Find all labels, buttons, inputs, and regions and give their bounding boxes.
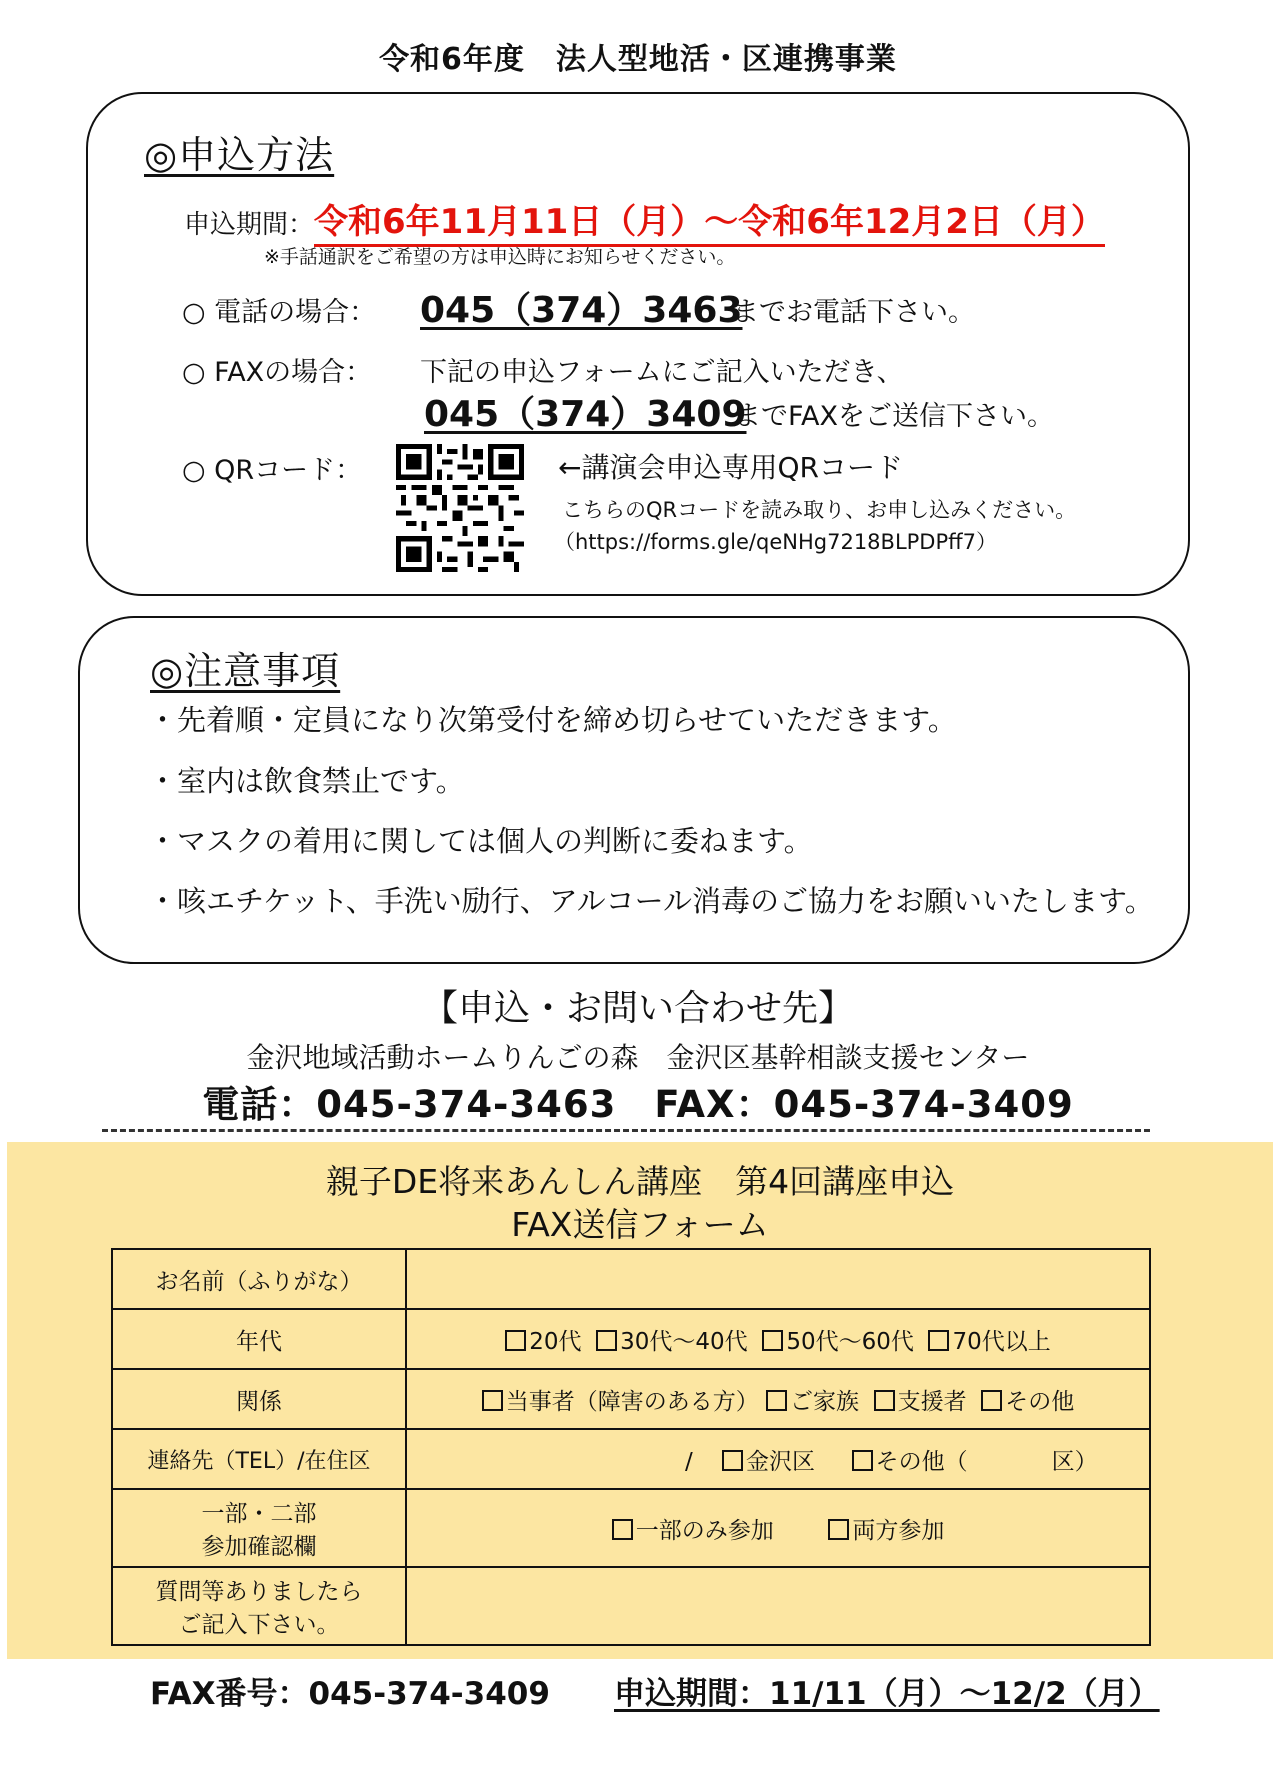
qr-url[interactable]: （https://forms.gle/qeNHg7218BLPDPff7）	[554, 530, 997, 554]
question-input-cell[interactable]	[406, 1567, 1150, 1645]
phone-suffix: までお電話下さい。	[732, 297, 975, 328]
note-item: ・先着順・定員になり次第受付を締め切らせていただきます。	[148, 703, 957, 737]
phone-method-row	[182, 290, 376, 329]
note-item: ・咳エチケット、手洗い励行、アルコール消毒のご協力をお願いいたします。	[148, 884, 1154, 918]
ward-option[interactable]: 金沢区	[722, 1449, 815, 1475]
age-option[interactable]: 70代以上	[928, 1329, 1050, 1355]
attend-option[interactable]: 一部のみ参加	[612, 1518, 774, 1544]
contact-organization: 金沢地域活動ホームりんごの森 金沢区基幹相談支援センター	[246, 1041, 1030, 1074]
ward-option[interactable]: その他（	[852, 1449, 968, 1475]
phone-method-label: ○ 電話の場合：	[182, 297, 377, 328]
qr-code[interactable]	[396, 444, 524, 572]
notes-heading: ◎注意事項	[150, 649, 341, 693]
table-row	[112, 1567, 1150, 1645]
checkbox[interactable]	[762, 1330, 783, 1351]
relation-option[interactable]: ご家族	[766, 1389, 859, 1415]
checkbox[interactable]	[874, 1390, 895, 1411]
fax-form-panel	[7, 1142, 1273, 1659]
form-title-line1: 親子DE将来あんしん講座 第4回講座申込	[325, 1162, 955, 1201]
table-row	[112, 1309, 1150, 1369]
cut-line-divider	[102, 1129, 1150, 1132]
relation-option[interactable]: 支援者	[874, 1389, 967, 1415]
contact-phone-fax: 電話：045-374-3463 FAX：045-374-3409	[202, 1083, 1074, 1126]
contact-label: 連絡先（TEL）/在住区	[112, 1429, 406, 1489]
checkbox[interactable]	[505, 1330, 526, 1351]
note-item: ・マスクの着用に関しては個人の判断に委ねます。	[148, 824, 813, 858]
fax-instruction: 下記の申込フォームにご記入いただき、	[420, 357, 904, 388]
relation-label: 関係	[112, 1369, 406, 1429]
fax-number[interactable]: 045（374）3409	[424, 394, 747, 435]
apply-method-box	[86, 92, 1190, 596]
fax-form-table	[111, 1248, 1151, 1646]
checkbox[interactable]	[482, 1390, 503, 1411]
contact-cell[interactable]	[406, 1429, 1150, 1489]
age-options	[406, 1309, 1150, 1369]
age-option[interactable]: 20代	[505, 1329, 581, 1355]
name-input-cell[interactable]	[406, 1249, 1150, 1309]
form-title-line2: FAX送信フォーム	[511, 1205, 769, 1244]
checkbox[interactable]	[612, 1519, 633, 1540]
relation-option[interactable]: 当事者（障害のある方）	[482, 1389, 759, 1415]
table-row	[112, 1249, 1150, 1309]
table-row	[112, 1489, 1150, 1567]
age-label: 年代	[112, 1309, 406, 1369]
contact-title: 【申込・お問い合わせ先】	[421, 988, 854, 1029]
table-row	[112, 1369, 1150, 1429]
checkbox[interactable]	[928, 1330, 949, 1351]
relation-option[interactable]: その他	[981, 1389, 1074, 1415]
contact-slash: /	[685, 1448, 693, 1475]
question-label: 質問等ありましたら ご記入下さい。	[112, 1567, 406, 1645]
attend-option[interactable]: 両方参加	[828, 1518, 944, 1544]
apply-period-value: 令和6年11月11日（月）～令和6年12月2日（月）	[314, 202, 1105, 247]
note-item: ・室内は飲食禁止です。	[148, 764, 465, 798]
name-label: お名前（ふりがな）	[112, 1249, 406, 1309]
age-option[interactable]: 50代～60代	[762, 1329, 914, 1355]
attend-options	[406, 1489, 1150, 1567]
fax-method-label: ○ FAXの場合：	[182, 357, 373, 388]
sign-language-note: ※手話通訳をご希望の方は申込時にお知らせください。	[264, 246, 736, 268]
relation-options	[406, 1369, 1150, 1429]
apply-heading: ◎申込方法	[144, 133, 335, 177]
fax-suffix: までFAXをご送信下さい。	[734, 401, 1055, 432]
checkbox[interactable]	[766, 1390, 787, 1411]
attend-label: 一部・二部 参加確認欄	[112, 1489, 406, 1567]
footer-fax-number: FAX番号：045-374-3409	[150, 1676, 550, 1712]
checkbox[interactable]	[852, 1450, 873, 1471]
checkbox[interactable]	[981, 1390, 1002, 1411]
notes-box	[78, 616, 1190, 964]
footer-apply-period: 申込期間：11/11（月）～12/2（月）	[614, 1676, 1160, 1712]
table-row	[112, 1429, 1150, 1489]
age-option[interactable]: 30代～40代	[596, 1329, 748, 1355]
checkbox[interactable]	[722, 1450, 743, 1471]
ward-suffix: 区）	[1051, 1448, 1098, 1475]
phone-number[interactable]: 045（374）3463	[420, 290, 743, 331]
page-title: 令和6年度 法人型地活・区連携事業	[379, 42, 897, 77]
qr-method-label: ○ QRコード：	[182, 455, 363, 486]
apply-period	[184, 194, 1105, 243]
qr-caption: ←講演会申込専用QRコード	[558, 451, 903, 484]
qr-note: こちらのQRコードを読み取り、お申し込みください。	[562, 498, 1077, 522]
qr-code-graphic	[396, 444, 524, 572]
apply-period-label: 申込期間：	[184, 210, 315, 240]
checkbox[interactable]	[596, 1330, 617, 1351]
checkbox[interactable]	[828, 1519, 849, 1540]
